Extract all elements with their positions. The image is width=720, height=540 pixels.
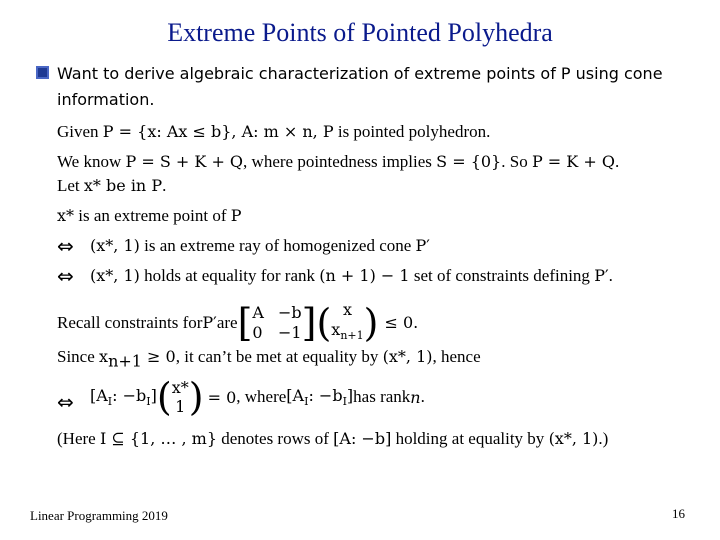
page-number: 16 [672, 506, 685, 521]
equivalence-arrow-icon: ⇔ [57, 390, 74, 414]
equivalence-arrow-icon: ⇔ [57, 264, 74, 288]
line-3: Given P = {x: Ax ≤ b}, A: m × n, P is pointed polyhedron. [57, 122, 491, 141]
line-11: [$A_I$: $-b_I$] ( x* 1 ) = 0 , where [$A_I$: $-b_I$] has rank n . [90, 375, 425, 419]
slide-title: Extreme Points of Pointed Polyhedra [167, 18, 553, 47]
line-9: Recall constraints for P′ are [ A −b 0 −1 ] ( x $x_{n+1}$ ) ≤ 0. [57, 300, 419, 346]
line-1: Want to derive algebraic characterization of extreme points of P using cone [57, 64, 663, 83]
line-7: (x*, 1) is an extreme ray of homogenized cone P′ [90, 236, 430, 255]
equivalence-arrow-icon: ⇔ [57, 234, 74, 258]
line-12: (Here I ⊆ {1, … , m} denotes rows of [A: −b] holding at equality by (x*, 1).) [57, 429, 609, 448]
square-bullet-icon [36, 66, 49, 79]
line-5: Let x* be in P. [57, 176, 167, 195]
line-8: (x*, 1) holds at equality for rank (n + 1) − 1 set of constraints defining P′. [90, 266, 613, 285]
solution-vector: ( x* 1 ) [156, 375, 204, 419]
line-6: x* is an extreme point of P [57, 206, 242, 225]
line-2: information. [57, 90, 155, 109]
constraint-matrix: [ A −b 0 −1 ] ( x $x_{n+1}$ ) [237, 300, 379, 346]
footer-course-name: Linear Programming 2019 [30, 508, 168, 523]
line-10: Since $x_{n+1} \ge 0$, it can’t be met at equality by (x*, 1), hence [57, 347, 481, 371]
line-4: We know P = S + K + Q, where pointedness implies S = {0}. So P = K + Q. [57, 152, 620, 171]
